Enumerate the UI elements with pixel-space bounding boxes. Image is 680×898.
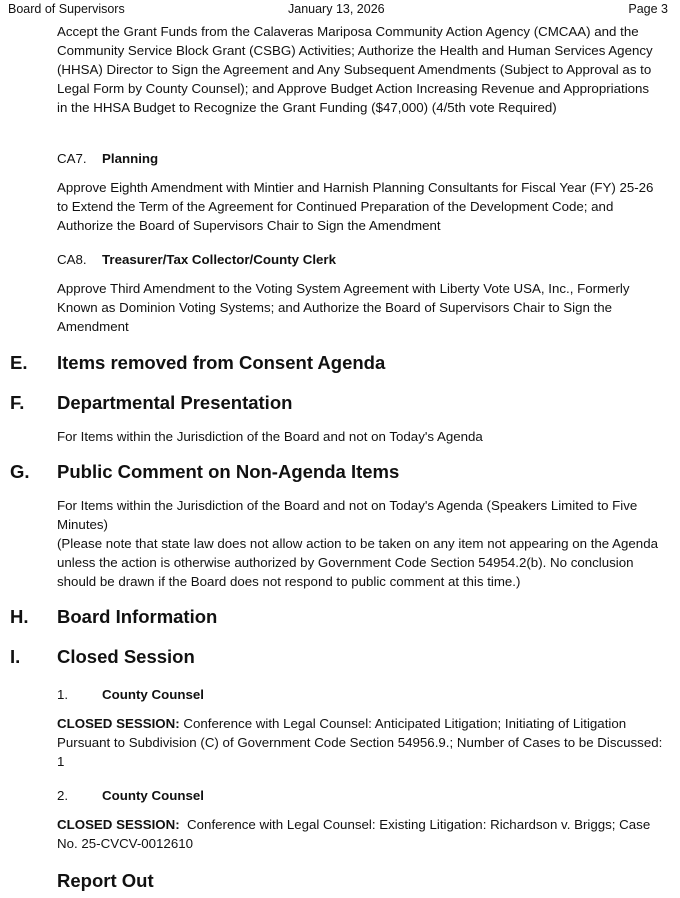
section-g-letter: G. bbox=[10, 461, 30, 482]
section-g-title: Public Comment on Non-Agenda Items bbox=[57, 461, 400, 482]
section-f-text: For Items within the Jurisdiction of the Board and not on Today's Agenda bbox=[57, 429, 483, 444]
section-e-letter: E. bbox=[10, 352, 28, 373]
section-e-title: Items removed from Consent Agenda bbox=[57, 352, 386, 373]
header-date: January 13, 2026 bbox=[288, 2, 385, 16]
ca8-text: Approve Third Amendment to the Voting System Agreement with Liberty Vote USA, Inc., Formerly Known as Dominion Voting Systems; and Authorize the Board of Supervisors Chair to Sign the Amendment bbox=[57, 281, 630, 334]
ca7-number: CA7. bbox=[57, 151, 87, 166]
ca7-text: Approve Eighth Amendment with Mintier and Harnish Planning Consultants for Fiscal Year (FY) 25-26 to Extend the Term of the Agreement for Continued Preparation of the Development Code; and Authorize the Board of Supervisors Chair to Sign the Amendment bbox=[57, 180, 654, 233]
grant-funds-paragraph: Accept the Grant Funds from the Calaveras Mariposa Community Action Agency (CMCAA) and the Community Service Block Grant (CSBG) Activities; Authorize the Health and Human Services Agency (HHSA) Director to Sign the Agreement and Any Subsequent Amendments (Subject to Approval as to Legal Form by County Counsel); and Approve Budget Action Increasing Revenue and Appropriations in the HHSA Budget to Recognize the Grant Funding ($47,000) (4/5th vote Required) bbox=[57, 24, 653, 115]
closed-item-2-title: County Counsel bbox=[102, 788, 204, 803]
ca8-title: Treasurer/Tax Collector/County Clerk bbox=[102, 252, 337, 267]
section-h-letter: H. bbox=[10, 606, 29, 627]
ca7-title: Planning bbox=[102, 151, 159, 166]
closed-item-2-heading bbox=[57, 786, 204, 805]
closed-item-1-text bbox=[57, 714, 663, 771]
closed-item-1-description: Conference with Legal Counsel: Anticipated Litigation; Initiating of Litigation Pursuant to Subdivision (C) of Government Code Section 54956.9.; Number of Cases to be Discussed: 1 bbox=[57, 716, 663, 769]
section-g-note: (Please note that state law does not allow action to be taken on any item not appearing on the Agenda unless the action is otherwise authorized by Government Code Section 54954.2(b). No conclusion should be drawn if the Board does not respond to public comment at this time.) bbox=[57, 536, 658, 589]
closed-item-2-text bbox=[57, 815, 663, 853]
header-board-name: Board of Supervisors bbox=[8, 2, 125, 16]
closed-item-1-number: 1. bbox=[57, 687, 69, 702]
closed-item-2-number: 2. bbox=[57, 788, 69, 803]
ca8-heading bbox=[57, 250, 336, 269]
closed-session-label: CLOSED SESSION: bbox=[57, 716, 180, 731]
report-out-heading: Report Out bbox=[57, 870, 154, 891]
closed-item-1-title: County Counsel bbox=[102, 687, 204, 702]
section-h-title: Board Information bbox=[57, 606, 218, 627]
ca7-heading bbox=[57, 149, 158, 168]
header-page-number: Page 3 bbox=[628, 2, 668, 16]
closed-item-2-description: Conference with Legal Counsel: Existing Litigation: Richardson v. Briggs; Case No. 25-CVCV-0012610 bbox=[57, 817, 654, 851]
section-g-text: For Items within the Jurisdiction of the Board and not on Today's Agenda (Speakers Limited to Five Minutes) bbox=[57, 498, 638, 532]
closed-item-1-heading bbox=[57, 685, 204, 704]
closed-session-label: CLOSED SESSION: bbox=[57, 817, 180, 832]
ca8-number: CA8. bbox=[57, 252, 87, 267]
section-i-title: Closed Session bbox=[57, 646, 195, 667]
section-f-letter: F. bbox=[10, 392, 25, 413]
section-f-title: Departmental Presentation bbox=[57, 392, 293, 413]
section-i-letter: I. bbox=[10, 646, 21, 667]
